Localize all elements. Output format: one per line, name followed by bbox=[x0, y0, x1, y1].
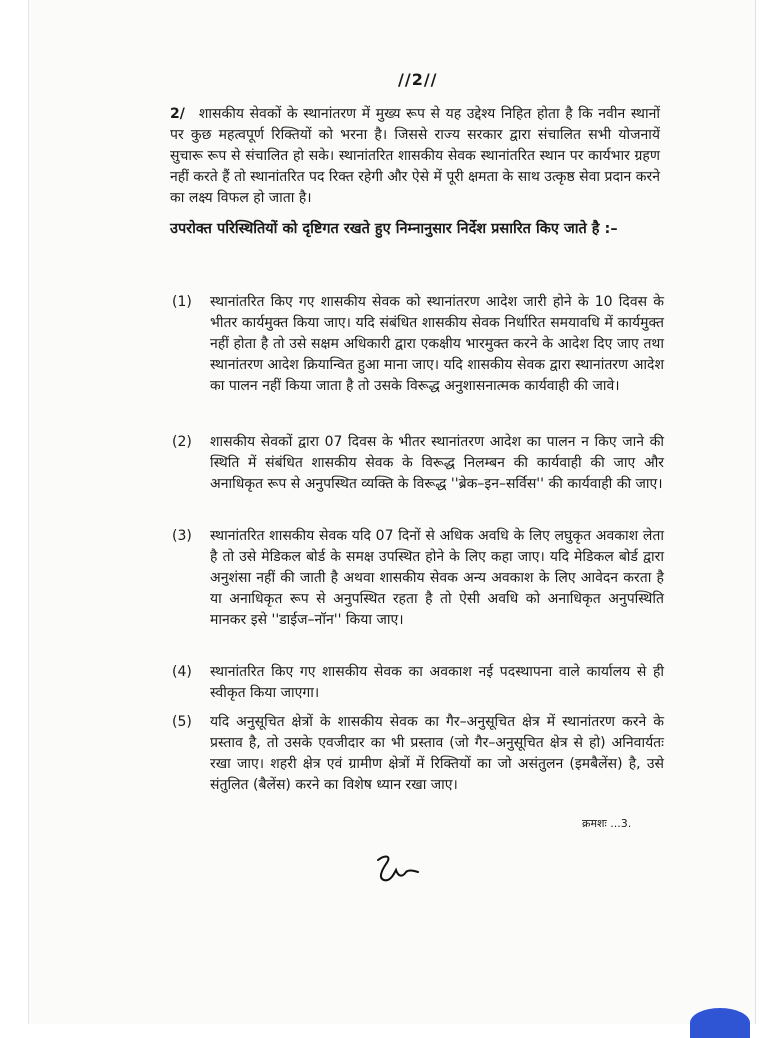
directive-number: (4) bbox=[172, 664, 192, 680]
intro-paragraph bbox=[170, 104, 660, 209]
signature-mark bbox=[372, 850, 422, 890]
signature bbox=[372, 850, 422, 894]
continued-marker: क्रमशः ...3. bbox=[582, 817, 632, 830]
corner-blue-element bbox=[690, 1008, 750, 1038]
directive-text: स्थानांतरित किए गए शासकीय सेवक का अवकाश नई पदस्थापना वाले कार्यालय से ही स्वीकृत किया जाएगा। bbox=[210, 664, 664, 701]
directive-number: (5) bbox=[172, 714, 192, 730]
directive-text: यदि अनुसूचित क्षेत्रों के शासकीय सेवक का गैर–अनुसूचित क्षेत्र में स्थानांतरण करने के प्रस्ताव है, तो उसके एवजीदार का भी प्रस्ताव (जो गैर–अनुसूचित क्षेत्र से हो) अनिवार्यतः रखा जाए। शहरी क्षेत्र एवं ग्रामीण क्षेत्रों में रिक्तियों का जो असंतुलन (इमबैलेंस) है, उसे संतुलित (बैलेंस) करने का विशेष ध्यान रखा जाए। bbox=[210, 714, 664, 793]
directives-heading: उपरोक्त परिस्थितियों को दृष्टिगत रखते हुए निम्नानुसार निर्देश प्रसारित किए जाते है :– bbox=[170, 221, 618, 237]
directive-number: (3) bbox=[172, 528, 192, 544]
directive-text: शासकीय सेवकों द्वारा 07 दिवस के भीतर स्थानांतरण आदेश का पालन न किए जाने की स्थिति में संबंधित शासकीय सेवक के विरूद्ध निलम्बन की कार्यवाही की जाए और अनाधिकृत रूप से अनुपस्थित व्यक्ति के विरूद्ध ''ब्रेक–इन–सर्विस'' की कार्यवाही की जाए। bbox=[210, 434, 664, 492]
directive-number: (2) bbox=[172, 434, 192, 450]
page-number: //2// bbox=[398, 70, 438, 89]
intro-text: शासकीय सेवकों के स्थानांतरण में मुख्य रूप से यह उद्देश्य निहित होता है कि नवीन स्थानों पर कुछ महत्वपूर्ण रिक्तियों को भरना है। जिससे राज्य सरकार द्वारा संचालित सभी योजनायें सुचारू रूप से संचालित हो सके। स्थानांतरित शासकीय सेवक स्थानांतरित स्थान पर कार्यभार ग्रहण नहीं करते हैं तो स्थानांतरित पद रिक्त रहेगी और ऐसे में पूरी क्षमता के साथ उत्कृष्ठ सेवा प्रदान करने का लक्ष्य विफल हो जाता है। bbox=[170, 106, 660, 206]
directive-number: (1) bbox=[172, 294, 192, 310]
directive-text: स्थानांतरित किए गए शासकीय सेवक को स्थानांतरण आदेश जारी होने के 10 दिवस के भीतर कार्यमुक्त किया जाए। यदि संबंधित शासकीय सेवक निर्धारित समयावधि में कार्यमुक्त नहीं होता है तो उसे सक्षम अधिकारी द्वारा एकक्षीय भारमुक्त करने के आदेश दिए जाए तथा स्थानांतरण आदेश क्रियान्वित हुआ माना जाए। यदि शासकीय सेवक द्वारा स्थानांतरण आदेश का पालन नहीं किया जाता है तो उसके विरूद्ध अनुशासनात्मक कार्यवाही की जावे। bbox=[210, 294, 664, 394]
directive-text: स्थानांतरित शासकीय सेवक यदि 07 दिनों से अधिक अवधि के लिए लघुकृत अवकाश लेता है तो उसे मेडिकल बोर्ड के समक्ष उपस्थित होने के लिए कहा जाए। यदि मेडिकल बोर्ड द्वारा अनुशंसा नहीं की जाती है अथवा शासकीय सेवक अन्य अवकाश के लिए आवेदन करता है या अनाधिकृत रूप से अनुपस्थित रहता है तो ऐसी अवधि को अनाधिकृत अनुपस्थिति मानकर इसे ''डाईज–नॉन'' किया जाए। bbox=[210, 528, 664, 628]
intro-number: 2/ bbox=[170, 106, 185, 122]
